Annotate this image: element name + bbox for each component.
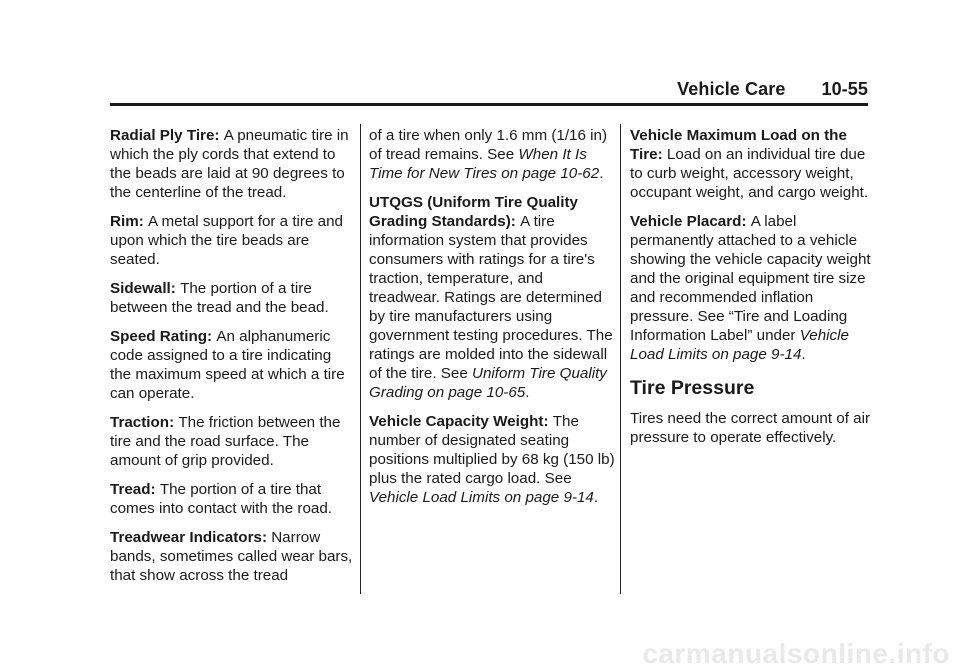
definition-utqgs: UTQGS (Uniform Tire Quality Grading Standards): A tire information system that provides consumers with ratings for a tire's traction, temperature, and treadwear. Ratings are determined by tire manufacturers using government testing procedures. The ratings are molded into the sidewall of the tire. See Uniform Tire Quality Grading on page 10-65. (369, 194, 613, 401)
section-title: Vehicle Care (677, 79, 786, 99)
cross-reference-link[interactable]: Uniform Tire Quality Grading on page 10-65 (369, 365, 607, 401)
definition-speed-rating: Speed Rating: An alphanumeric code assigned to a tire indicating the maximum speed at which a tire can operate. (110, 328, 345, 402)
cross-reference-link[interactable]: Vehicle Load Limits on page 9-14 (630, 327, 849, 363)
column-2 (369, 126, 615, 517)
page-header (677, 79, 868, 100)
cross-reference-link[interactable]: When It Is Time for New Tires on page 10-62 (369, 146, 600, 182)
watermark: carmanualsonline.info (642, 638, 950, 669)
column-3 (630, 126, 876, 457)
column-1 (110, 126, 356, 595)
definition-tread: Tread: The portion of a tire that comes into contact with the road. (110, 481, 333, 517)
header-rule (110, 103, 868, 106)
cross-reference-link[interactable]: Vehicle Load Limits on page 9-14 (369, 489, 594, 506)
tire-pressure-intro: Tires need the correct amount of air pressure to operate effectively. (630, 410, 871, 446)
column-divider (620, 124, 621, 594)
column-divider (360, 124, 361, 594)
definition-traction: Traction: The friction between the tire and the road surface. The amount of grip provided. (110, 414, 341, 469)
treadwear-continued: of a tire when only 1.6 mm (1/16 in) of tread remains. See When It Is Time for New Tires on page 10-62. (369, 127, 608, 182)
definition-sidewall: Sidewall: The portion of a tire between the tread and the bead. (110, 280, 329, 316)
page-number: 10-55 (821, 79, 868, 99)
definition-vehicle-capacity-weight: Vehicle Capacity Weight: The number of designated seating positions multiplied by 68 kg (150 lb) plus the rated cargo load. See Vehicle Load Limits on page 9-14. (369, 413, 615, 506)
definition-vehicle-maximum-load: Vehicle Maximum Load on the Tire: Load on an individual tire due to curb weight, accessory weight, occupant weight, and cargo weight. (630, 127, 869, 201)
definition-rim: Rim: A metal support for a tire and upon which the tire beads are seated. (110, 213, 343, 268)
section-heading-tire-pressure: Tire Pressure (630, 377, 755, 399)
definition-treadwear-indicators: Treadwear Indicators: Narrow bands, sometimes called wear bars, that show across the tread (110, 529, 353, 584)
definition-vehicle-placard: Vehicle Placard: A label permanently attached to a vehicle showing the vehicle capacity weight and the original equipment tire size and recommended inflation pressure. See “Tire and Loading Information Label” under Vehicle Load Limits on page 9-14. (630, 213, 871, 363)
definition-radial-ply-tire: Radial Ply Tire: A pneumatic tire in which the ply cords that extend to the beads are laid at 90 degrees to the centerline of the tread. (110, 127, 349, 201)
